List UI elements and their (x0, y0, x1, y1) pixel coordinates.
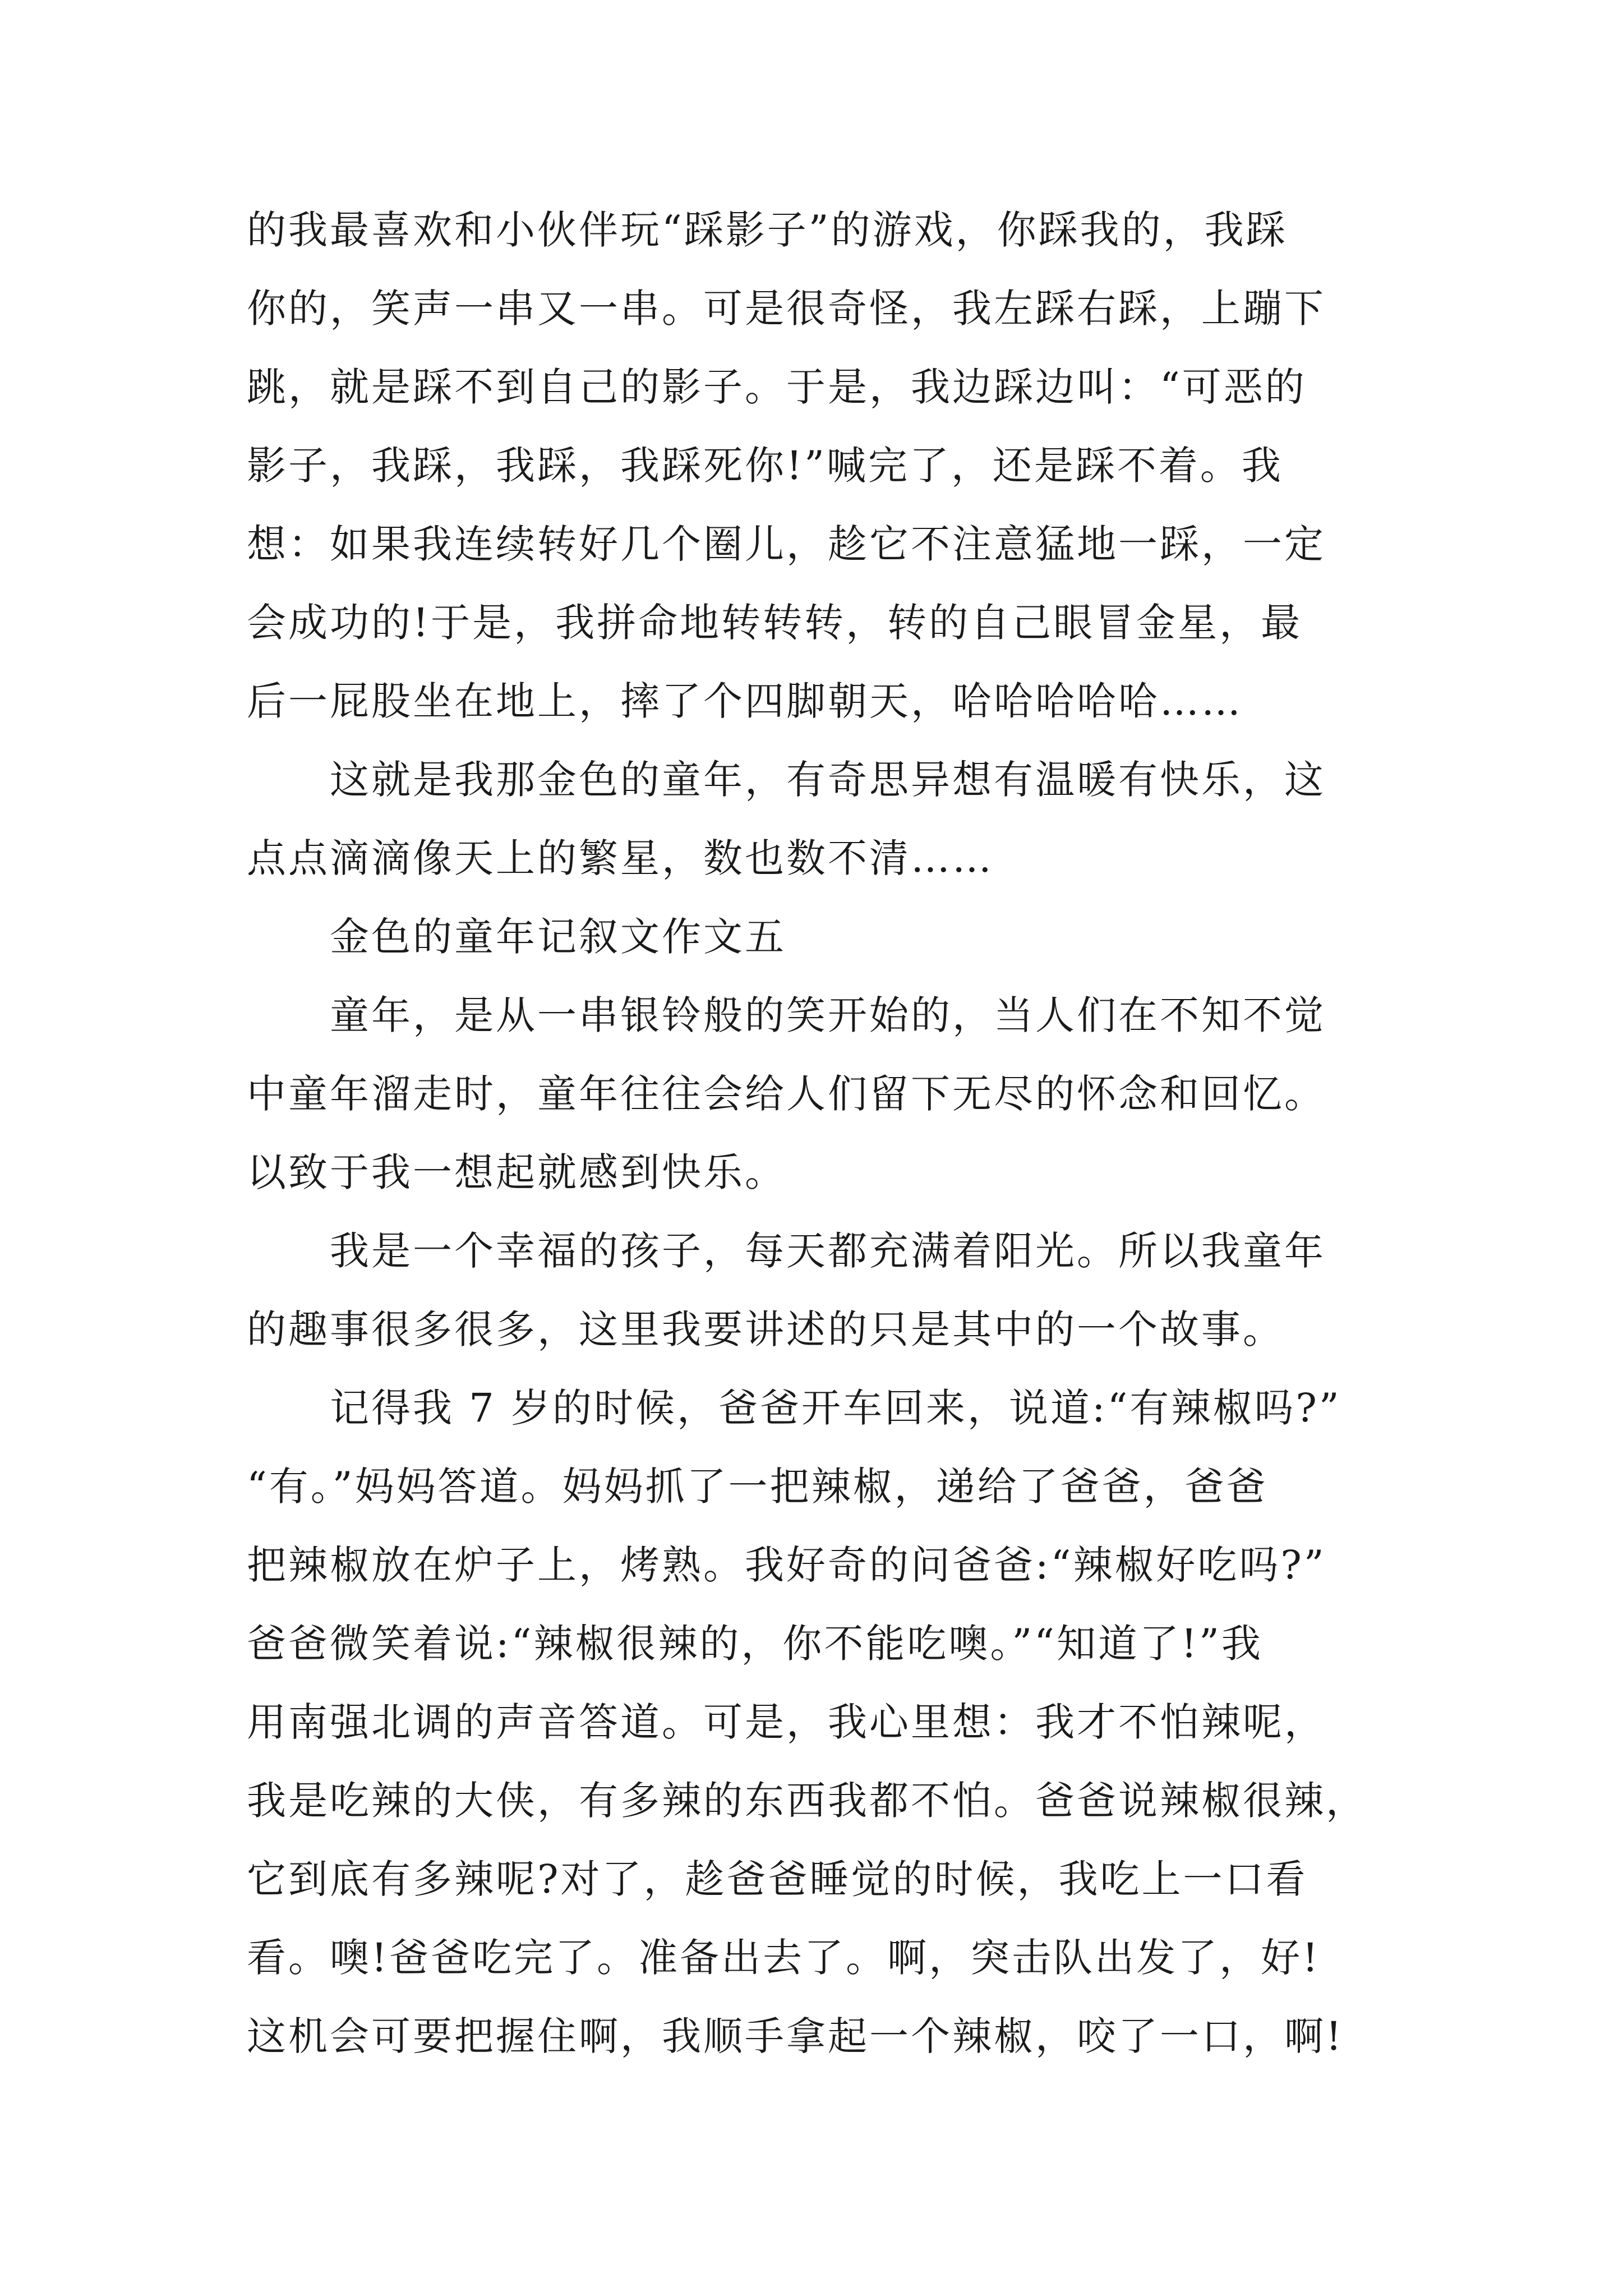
text-line: 它到底有多辣呢?对了，趁爸爸睡觉的时候，我吃上一口看 (247, 1856, 1308, 1902)
text-line: 想：如果我连续转好几个圈儿，趁它不注意猛地一踩，一定 (247, 521, 1326, 567)
text-line: 我是吃辣的大侠，有多辣的东西我都不怕。爸爸说辣椒很辣， (247, 1778, 1367, 1824)
text-line: 中童年溜走时，童年往往会给人们留下无尽的怀念和回忆。 (247, 1071, 1326, 1117)
paragraph-first-line: 记得我 7 岁的时候，爸爸开车回来，说道:“有辣椒吗?” (330, 1385, 1341, 1431)
text-line: 影子，我踩，我踩，我踩死你!”喊完了，还是踩不着。我 (247, 443, 1283, 489)
text-line: 这机会可要把握住啊，我顺手拿起一个辣椒，咬了一口，啊! (247, 2013, 1344, 2059)
text-line: 的我最喜欢和小伙伴玩“踩影子”的游戏，你踩我的，我踩 (247, 207, 1288, 253)
text-line: 看。噢!爸爸吃完了。准备出去了。啊，突击队出发了，好! (247, 1935, 1321, 1981)
text-line: 你的，笑声一串又一串。可是很奇怪，我左踩右踩，上蹦下 (247, 286, 1326, 332)
paragraph-first-line: 童年，是从一串银铃般的笑开始的，当人们在不知不觉 (330, 992, 1326, 1038)
text-line: 的趣事很多很多，这里我要讲述的只是其中的一个故事。 (247, 1306, 1284, 1352)
text-line: 后一屁股坐在地上，摔了个四脚朝天，哈哈哈哈哈…… (247, 678, 1243, 724)
text-line: 会成功的!于是，我拼命地转转转，转的自己眼冒金星，最 (247, 600, 1303, 646)
paragraph-first-line: 这就是我那金色的童年，有奇思异想有温暖有快乐，这 (330, 757, 1326, 803)
text-line: 用南强北调的声音答道。可是，我心里想：我才不怕辣呢， (247, 1699, 1326, 1745)
text-line: 爸爸微笑着说:“辣椒很辣的，你不能吃噢。”“知道了!”我 (247, 1621, 1263, 1667)
text-line: 点点滴滴像天上的繁星，数也数不清…… (247, 835, 994, 881)
text-line: 跳，就是踩不到自己的影子。于是，我边踩边叫：“可恶的 (247, 364, 1307, 410)
section-heading: 金色的童年记叙文作文五 (330, 914, 786, 960)
paragraph-first-line: 我是一个幸福的孩子，每天都充满着阳光。所以我童年 (330, 1228, 1326, 1274)
text-line: 把辣椒放在炉子上，烤熟。我好奇的问爸爸:“辣椒好吃吗?” (247, 1542, 1326, 1588)
text-line: 以致于我一想起就感到快乐。 (247, 1149, 786, 1195)
text-line: “有。”妈妈答道。妈妈抓了一把辣椒，递给了爸爸，爸爸 (247, 1464, 1268, 1510)
